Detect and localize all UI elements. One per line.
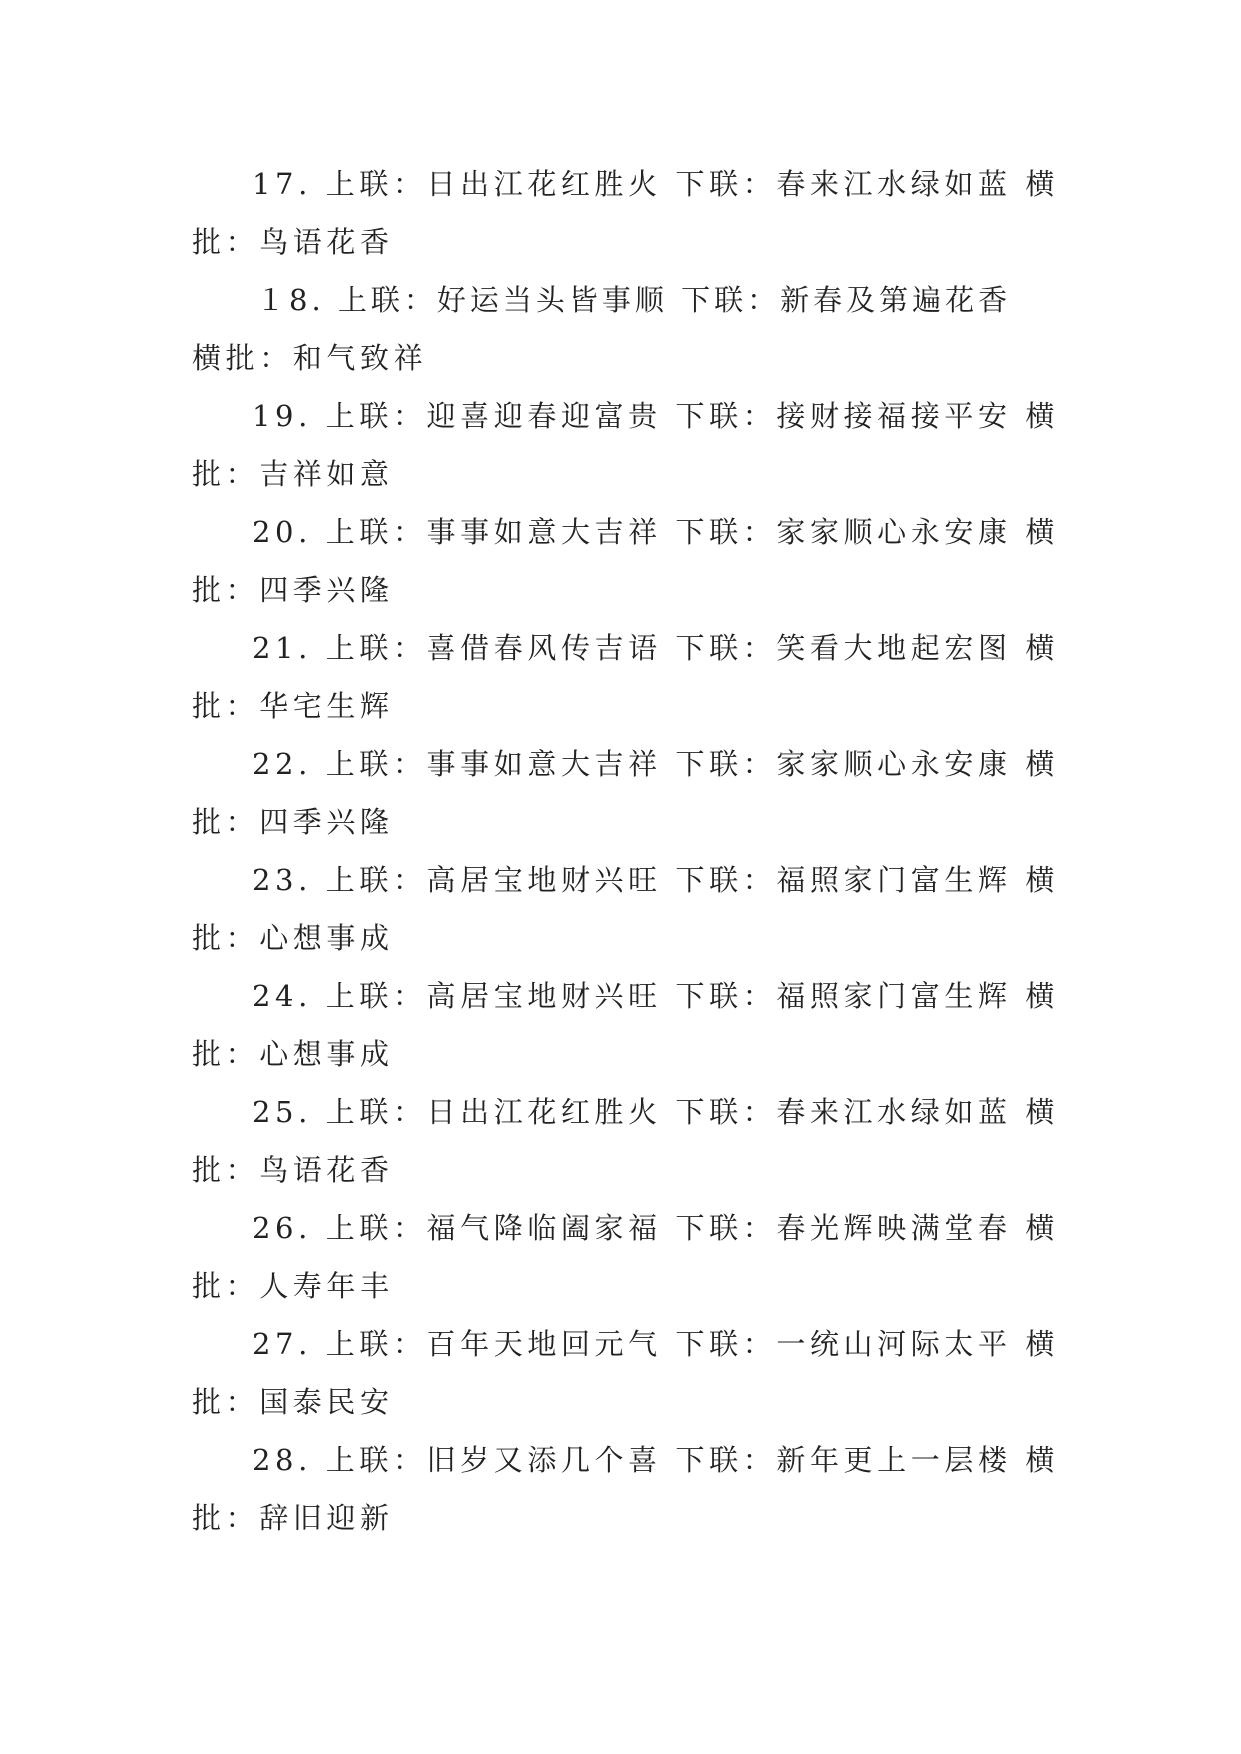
couplet-19-second-line: 批：吉祥如意 (192, 457, 394, 491)
couplet-20-first-line: 20. 上联：事事如意大吉祥 下联：家家顺心永安康 横 (252, 515, 1059, 549)
couplet-28-second-line: 批：辞旧迎新 (192, 1501, 394, 1535)
couplet-23-second-line: 批：心想事成 (192, 921, 394, 955)
couplet-18-first-line: １8. 上联：好运当头皆事顺 下联：新春及第遍花香 (256, 283, 1012, 317)
couplet-25-first-line: 25. 上联：日出江花红胜火 下联：春来江水绿如蓝 横 (252, 1095, 1059, 1129)
couplet-20-second-line: 批：四季兴隆 (192, 573, 394, 607)
couplet-list (192, 155, 1059, 1547)
couplet-25-second-line: 批：鸟语花香 (192, 1153, 394, 1187)
couplet-17-second-line: 批：鸟语花香 (192, 225, 394, 259)
couplet-23-first-line: 23. 上联：高居宝地财兴旺 下联：福照家门富生辉 横 (252, 863, 1059, 897)
couplet-21-second-line: 批：华宅生辉 (192, 689, 394, 723)
couplet-24-second-line: 批：心想事成 (192, 1037, 394, 1071)
couplet-24-first-line: 24. 上联：高居宝地财兴旺 下联：福照家门富生辉 横 (252, 979, 1059, 1013)
couplet-26-first-line: 26. 上联：福气降临阖家福 下联：春光辉映满堂春 横 (252, 1211, 1059, 1245)
couplet-28-first-line: 28. 上联：旧岁又添几个喜 下联：新年更上一层楼 横 (252, 1443, 1059, 1477)
couplet-27-first-line: 27. 上联：百年天地回元气 下联：一统山河际太平 横 (252, 1327, 1059, 1361)
couplet-27-second-line: 批：国泰民安 (192, 1385, 394, 1419)
couplet-18-second-line: 横批：和气致祥 (192, 341, 428, 375)
couplet-21-first-line: 21. 上联：喜借春风传吉语 下联：笑看大地起宏图 横 (252, 631, 1059, 665)
couplet-22-first-line: 22. 上联：事事如意大吉祥 下联：家家顺心永安康 横 (252, 747, 1059, 781)
couplet-19-first-line: 19. 上联：迎喜迎春迎富贵 下联：接财接福接平安 横 (252, 399, 1059, 433)
couplet-17-first-line: 17. 上联：日出江花红胜火 下联：春来江水绿如蓝 横 (252, 167, 1059, 201)
couplet-26-second-line: 批：人寿年丰 (192, 1269, 394, 1303)
couplet-22-second-line: 批：四季兴隆 (192, 805, 394, 839)
